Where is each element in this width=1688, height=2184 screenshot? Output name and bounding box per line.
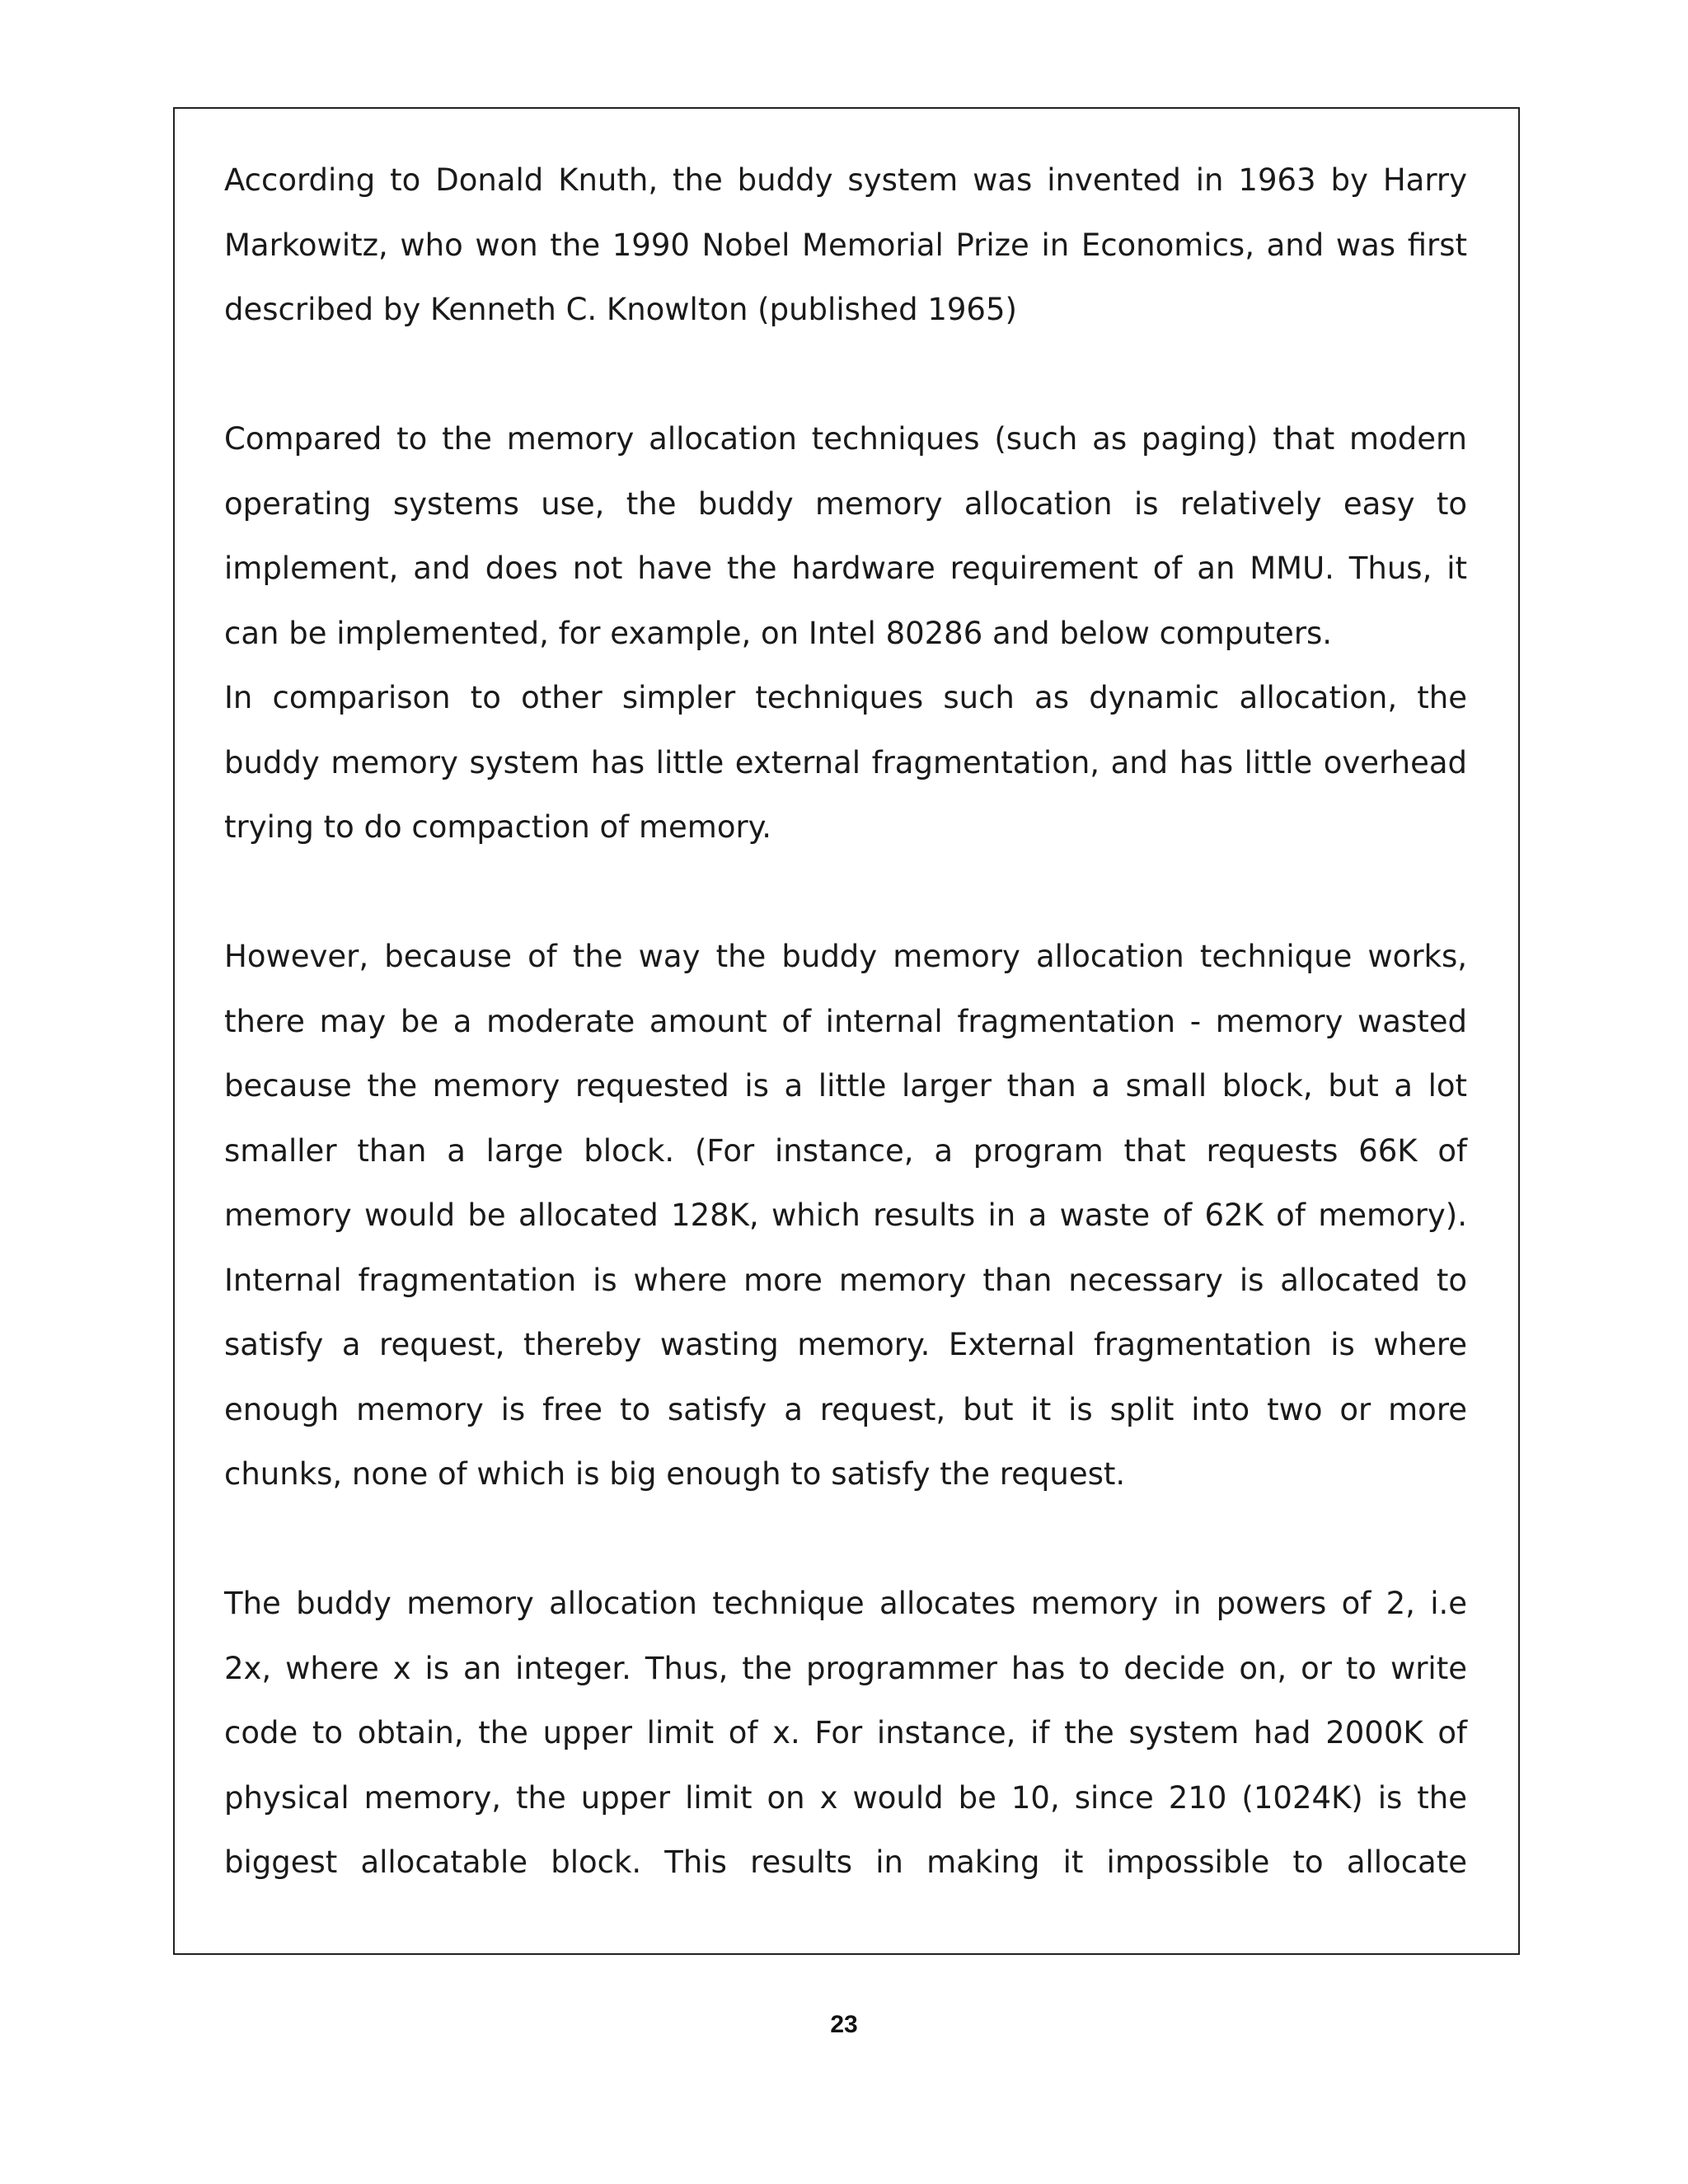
page-body bbox=[224, 148, 1467, 1896]
text-line: However, because of the way the buddy memory allocation technique works, bbox=[224, 939, 1467, 974]
paragraph-fragmentation bbox=[224, 925, 1467, 1507]
text-line: 2x, where x is an integer. Thus, the programmer has to decide on, or to write bbox=[224, 1650, 1467, 1686]
paragraph-spacer bbox=[224, 860, 1467, 926]
text-line: buddy memory system has little external fragmentation, and has little overhead bbox=[224, 744, 1467, 780]
text-line: described by Kenneth C. Knowlton (published 1965) bbox=[224, 292, 1017, 327]
text-line: enough memory is free to satisfy a request, but it is split into two or more bbox=[224, 1391, 1467, 1427]
text-line: Markowitz, who won the 1990 Nobel Memorial Prize in Economics, and was first bbox=[224, 227, 1467, 263]
page-number: 23 bbox=[830, 2011, 858, 2038]
text-line: memory would be allocated 128K, which results in a waste of 62K of memory). bbox=[224, 1197, 1467, 1233]
paragraph-spacer bbox=[224, 1507, 1467, 1572]
text-line: satisfy a request, thereby wasting memory. External fragmentation is where bbox=[224, 1327, 1467, 1362]
text-line: because the memory requested is a little larger than a small block, but a lot bbox=[224, 1068, 1467, 1104]
text-line: chunks, none of which is big enough to satisfy the request. bbox=[224, 1456, 1126, 1492]
text-line: code to obtain, the upper limit of x. For instance, if the system had 2000K of bbox=[224, 1715, 1467, 1750]
text-line: smaller than a large block. (For instance, a program that requests 66K of bbox=[224, 1132, 1467, 1169]
paragraph-comparison-paging bbox=[224, 407, 1467, 666]
text-line: Internal fragmentation is where more memory than necessary is allocated to bbox=[224, 1262, 1467, 1298]
text-line: Compared to the memory allocation techniques (such as paging) that modern bbox=[224, 421, 1467, 457]
text-line: implement, and does not have the hardware requirement of an MMU. Thus, it bbox=[224, 551, 1467, 586]
text-line: The buddy memory allocation technique allocates memory in powers of 2, i.e bbox=[224, 1586, 1467, 1621]
text-line: trying to do compaction of memory. bbox=[224, 809, 772, 845]
text-line: physical memory, the upper limit on x would be 10, since 210 (1024K) is the bbox=[224, 1779, 1467, 1816]
paragraph-powers-of-two bbox=[224, 1572, 1467, 1896]
text-line: According to Donald Knuth, the buddy system was invented in 1963 by Harry bbox=[224, 162, 1467, 198]
text-line: biggest allocatable block. This results in making it impossible to allocate bbox=[224, 1844, 1467, 1880]
paragraph-comparison-dynamic bbox=[224, 666, 1467, 860]
paragraph-spacer bbox=[224, 343, 1467, 408]
paragraph-knuth-history bbox=[224, 148, 1467, 343]
text-line: there may be a moderate amount of internal fragmentation - memory wasted bbox=[224, 1003, 1467, 1039]
text-line: operating systems use, the buddy memory allocation is relatively easy to bbox=[224, 485, 1467, 522]
text-line: In comparison to other simpler techniques such as dynamic allocation, the bbox=[224, 680, 1467, 715]
text-line: can be implemented, for example, on Intel 80286 and below computers. bbox=[224, 615, 1333, 651]
